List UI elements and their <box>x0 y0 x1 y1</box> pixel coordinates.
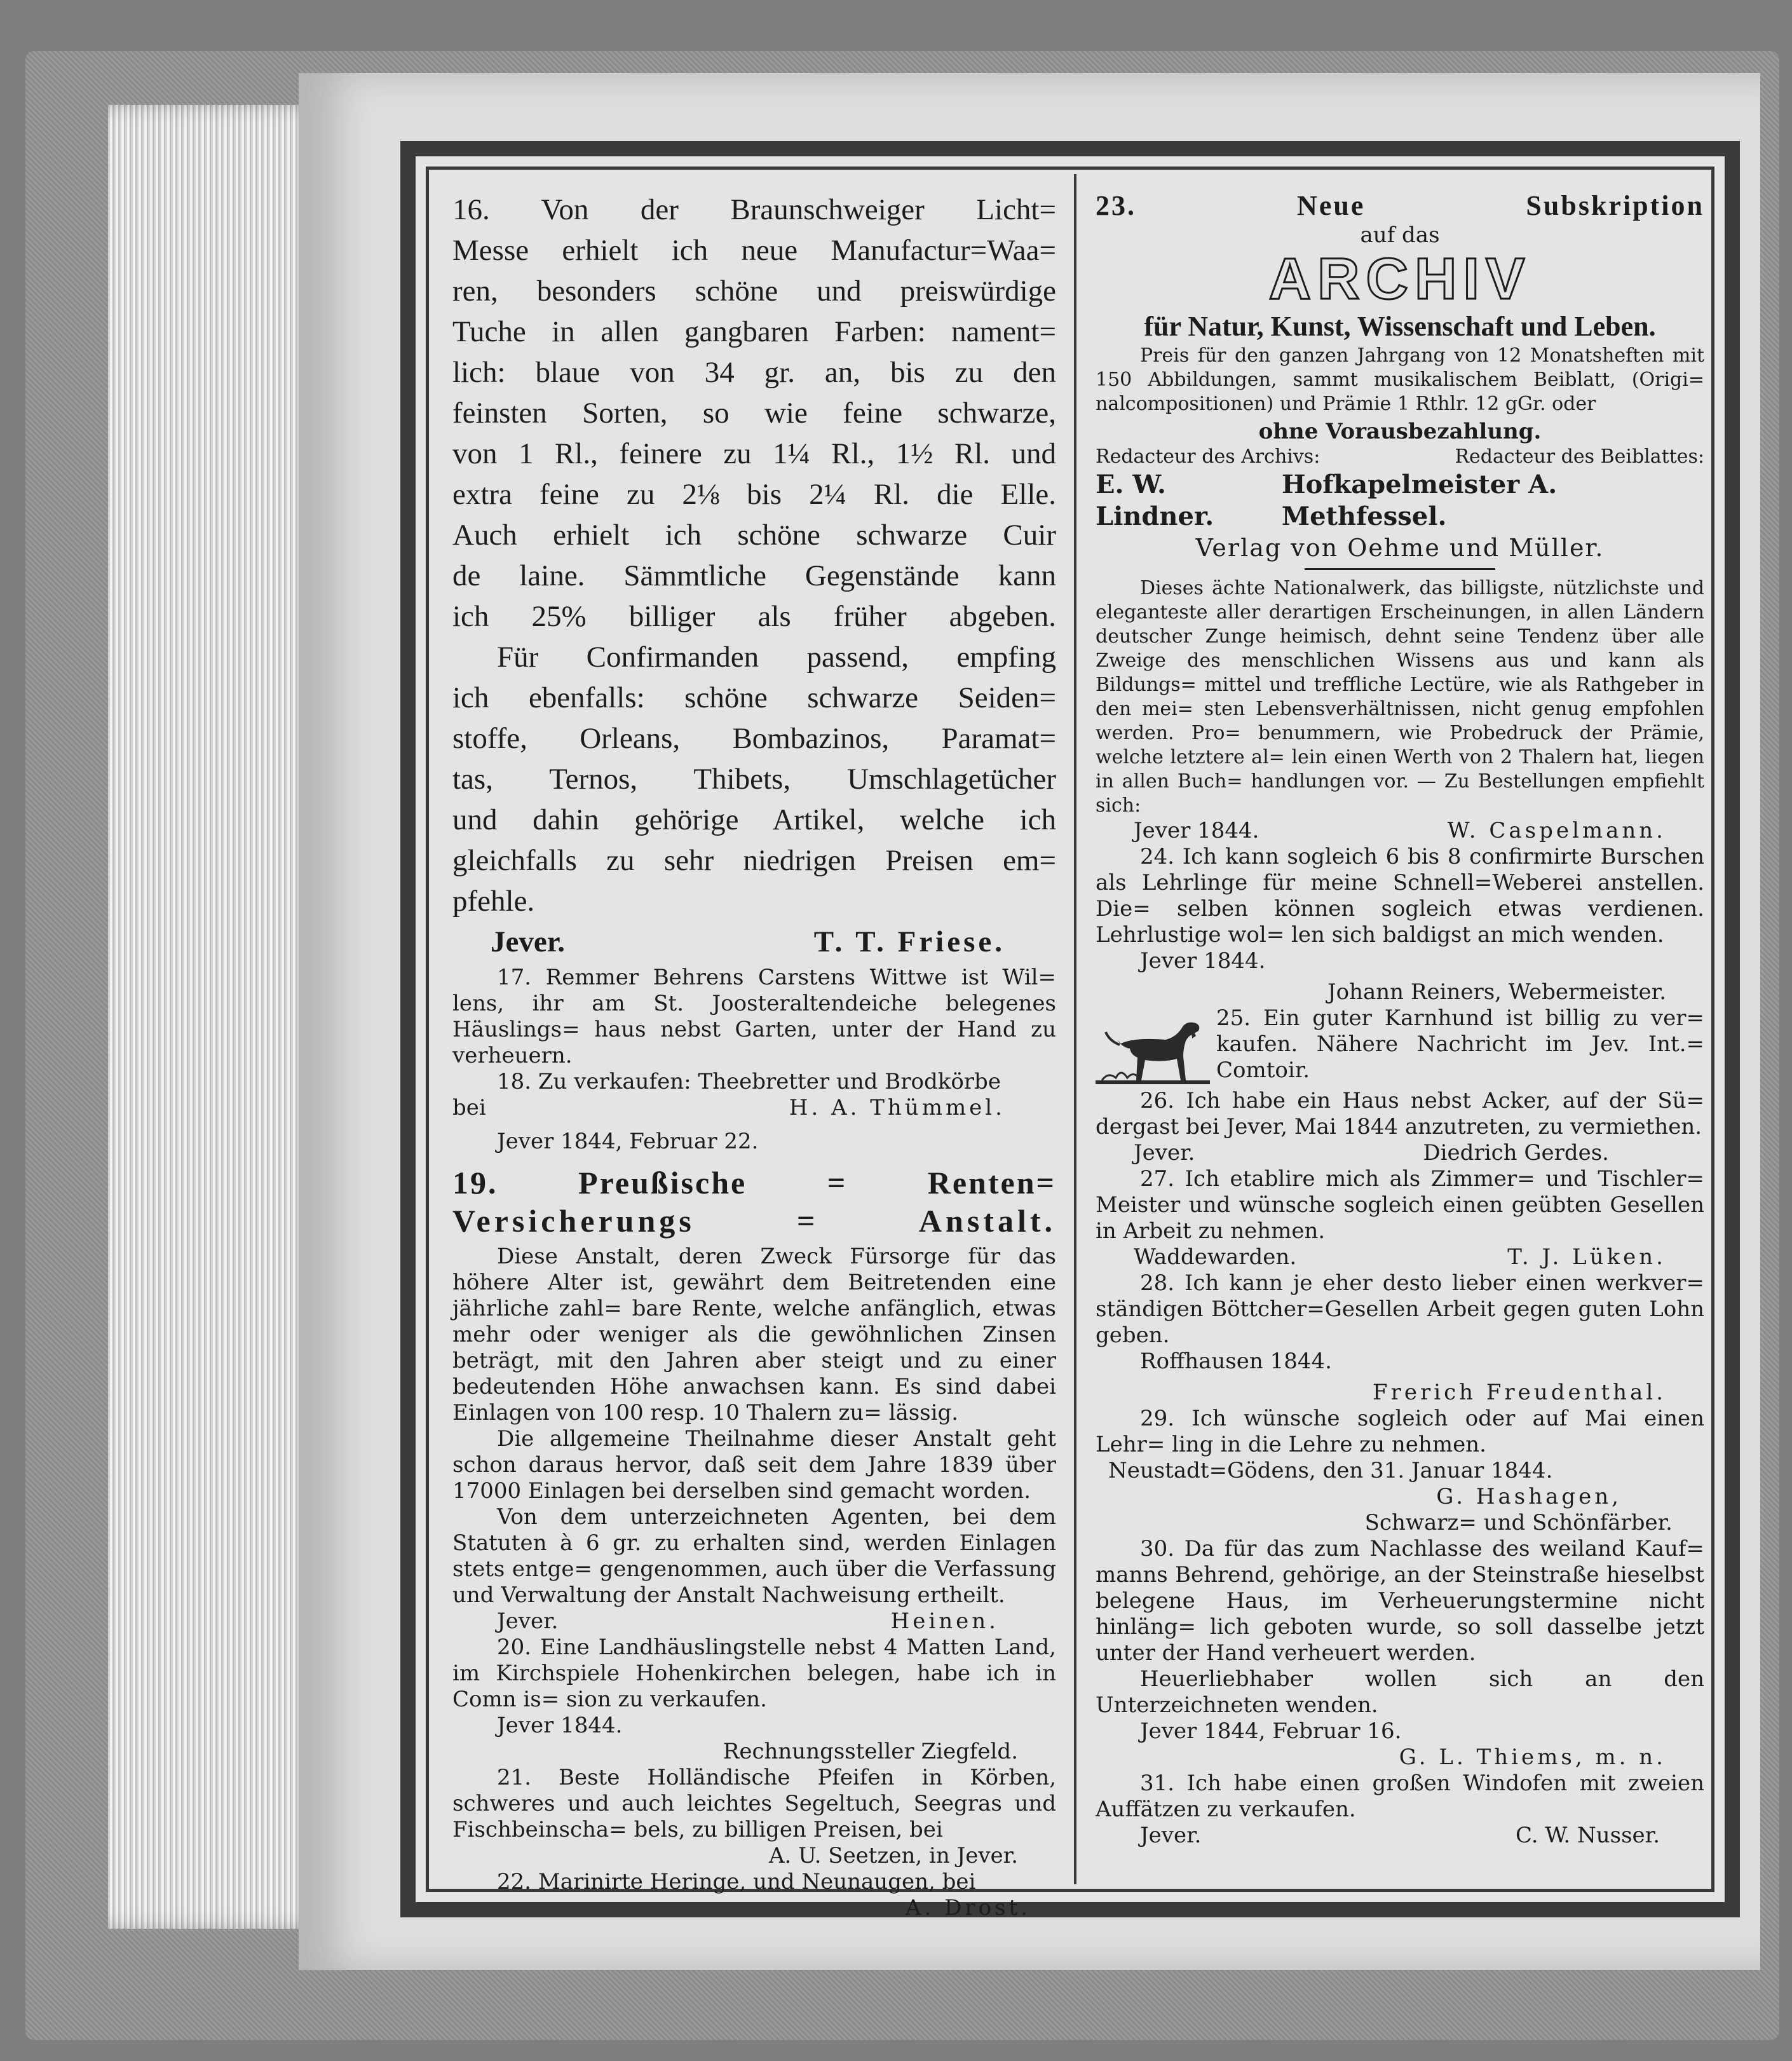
ad-16 <box>452 189 1056 962</box>
ad-26-signature: Diedrich Gerdes. <box>1423 1140 1609 1166</box>
ad-18-text: 18. Zu verkaufen: Theebretter und Brodkörbe <box>497 1069 1001 1094</box>
page-frame <box>400 141 1740 1921</box>
ad-31-signature-row <box>1096 1823 1704 1849</box>
ad-16-line: von 1 Rl., feinere zu 1¼ Rl., 1½ Rl. und <box>452 437 1056 470</box>
ad-16-line: Tuche in allen gangbaren Farben: nament= <box>452 315 1056 348</box>
ad-19-heading-2: Versicherungs = Anstalt. <box>452 1203 1056 1239</box>
ad-16-line: Für Confirmanden passend, empfing <box>497 641 1056 674</box>
ad-31-place: Jever. <box>1140 1823 1202 1848</box>
ad-23-heading <box>1096 189 1704 222</box>
ad-16-line: pfehle. <box>452 885 535 918</box>
ad-31-text: 31. Ich habe einen großen Windofen mit zweien Auffätzen zu verkaufen. <box>1096 1771 1704 1822</box>
ad-31 <box>1096 1771 1704 1849</box>
ad-19-signature: Heinen. <box>890 1609 999 1634</box>
ad-23-archiv-title: ARCHIV <box>1268 247 1531 311</box>
ad-16-line: tas, Ternos, Thibets, Umschlagetücher <box>452 763 1056 796</box>
ad-27-text: 27. Ich etablire mich als Zimmer= und Tischler= Meister und wünsche sogleich einen geübten Gesellen in Arbeit zu nehmen. <box>1096 1166 1704 1244</box>
ad-19-paragraph-3: Von dem unterzeichneten Agenten, bei dem Statuten à 6 gr. zu erhalten sind, werden Einlagen stets entge= gengenommen, auch über die Verfassung und Verwaltung der Anstalt Nachweisung ertheilt. <box>452 1504 1056 1608</box>
ad-30-date: Jever 1844, Februar 16. <box>1140 1718 1402 1744</box>
ad-23-auf-das: auf das <box>1360 222 1440 248</box>
ad-21-signature: A. U. Seetzen, in Jever. <box>768 1843 1018 1868</box>
ad-31-signature: C. W. Nusser. <box>1515 1823 1660 1848</box>
ad-28-date: Roffhausen 1844. <box>1140 1349 1332 1374</box>
ad-16-line: stoffe, Orleans, Bombazinos, Paramat= <box>452 722 1056 755</box>
ad-23-verlag: Verlag von Oehme und Müller. <box>1195 534 1605 562</box>
ad-23-redacteur-row <box>1096 445 1704 469</box>
ad-19-signature-row <box>452 1609 1056 1635</box>
ad-23-redacteur-left: Redacteur des Archivs: <box>1096 446 1320 468</box>
ad-16-line: und dahin gehörige Artikel, welche ich <box>452 803 1056 836</box>
ad-27-place: Waddewarden. <box>1134 1244 1297 1270</box>
ad-25-text: 25. Ein guter Karnhund ist billig zu ver= kaufen. Nähere Nachricht im Jev. Int.= Comtoir. <box>1216 1005 1704 1083</box>
ad-18-signature-row <box>452 1095 1056 1121</box>
ad-16-line: gleichfalls zu sehr niedrigen Preisen em= <box>452 844 1056 877</box>
ad-19-paragraph-2: Die allgemeine Theilnahme dieser Anstalt geht schon daraus hervor, daß seit dem Jahre 1839 über 17000 Einlagen bei derselben sind gemacht worden. <box>452 1426 1056 1504</box>
ad-21 <box>452 1765 1056 1869</box>
ad-29-signature-2: Schwarz= und Schönfärber. <box>1364 1510 1673 1535</box>
ad-26 <box>1096 1088 1704 1166</box>
ad-19-heading-1: 19. Preußische = Renten= <box>452 1165 1056 1201</box>
ad-18-signature: H. A. Thümmel. <box>789 1095 1005 1120</box>
ad-27-signature-row <box>1096 1244 1704 1270</box>
ad-16-line: feinsten Sorten, so wie feine schwarze, <box>452 397 1056 430</box>
ad-18-bei: bei <box>452 1095 486 1120</box>
ad-23-date: Jever 1844. <box>1134 818 1259 843</box>
ad-16-signature-row <box>452 922 1056 962</box>
ad-23-signature-row <box>1096 818 1704 844</box>
ad-17-text: 17. Remmer Behrens Carstens Wittwe ist Wil= lens, ihr am St. Joosteraltendeiche belegenes Häuslings= haus nebst Garten, unter der Hand zu verheuern. <box>452 965 1056 1068</box>
ad-24-text: 24. Ich kann sogleich 6 bis 8 confirmirte Burschen als Lehrlinge für meine Schnell=Weberei anstellen. Die= selben können sogleich etwas verdienen. Lehrlustige wol= len sich baldigst an mich wenden. <box>1096 844 1704 948</box>
ad-16-line: Messe erhielt ich neue Manufactur=Waa= <box>452 234 1056 267</box>
ad-23-names-row <box>1096 469 1704 533</box>
ad-28 <box>1096 1270 1704 1406</box>
ad-16-place: Jever. <box>491 925 566 958</box>
ad-27-signature: T. J. Lüken. <box>1507 1244 1666 1270</box>
ad-16-line: ich 25% billiger als früher abgeben. <box>452 600 1056 633</box>
ad-17 <box>452 965 1056 1069</box>
ad-23 <box>1096 189 1704 844</box>
ad-27 <box>1096 1166 1704 1270</box>
ad-24-date: Jever 1844. <box>1140 948 1266 974</box>
ad-23-name-left: E. W. Lindner. <box>1096 470 1214 531</box>
ad-18 <box>452 1069 1056 1155</box>
ad-24 <box>1096 844 1704 1005</box>
ad-28-text: 28. Ich kann je eher desto lieber einen werkver= ständigen Böttcher=Gesellen Arbeit gegen guten Lohn geben. <box>1096 1270 1704 1348</box>
ad-21-text: 21. Beste Holländische Pfeifen in Körben, schweres und auch leichtes Segeltuch, Seegras und Fischbeinscha= bels, zu billigen Preisen, bei <box>452 1765 1056 1842</box>
ad-29 <box>1096 1406 1704 1536</box>
ad-24-signature: Johann Reiners, Webermeister. <box>1327 979 1666 1005</box>
ad-16-line: Auch erhielt ich schöne schwarze Cuir <box>452 519 1056 552</box>
ad-16-line: ren, besonders schöne und preiswürdige <box>452 275 1056 308</box>
ad-30-text: 30. Da für das zum Nachlasse des weiland Kauf= manns Behrend, gehörige, an der Steinstraße hieselbst belegene Haus, im Verheuerungstermine nicht hinläng= lich geboten wurde, so soll dasselbe jetzt unter der Hand verheuert werden. <box>1096 1536 1704 1666</box>
ad-16-signature: T. T. Friese. <box>813 925 1005 958</box>
ad-23-rule <box>1305 568 1495 570</box>
ad-23-name-right: Hofkapelmeister A. Methfessel. <box>1281 470 1558 531</box>
ad-22-signature: A. Drost. <box>905 1895 1031 1921</box>
ad-23-price: Preis für den ganzen Jahrgang von 12 Monatsheften mit 150 Abbildungen, sammt musikalischem Beiblatt, (Origi= nalcompositionen) und Prämie 1 Rthlr. 12 gGr. oder <box>1096 344 1704 415</box>
hunting-dog-icon <box>1096 1005 1210 1088</box>
ad-16-line: ich ebenfalls: schöne schwarze Seiden= <box>452 681 1056 714</box>
ad-16-line: lich: blaue von 34 gr. an, bis zu den <box>452 356 1056 389</box>
ad-16-line: de laine. Sämmtliche Gegenstände kann <box>452 559 1056 592</box>
ad-23-ohne: ohne Vorausbezahlung. <box>1258 419 1542 444</box>
ad-26-text: 26. Ich habe ein Haus nebst Acker, auf der Sü= dergast bei Jever, Mai 1844 anzutreten, zu vermiethen. <box>1096 1088 1704 1139</box>
ad-22-text: 22. Marinirte Heringe, und Neunaugen, bei <box>497 1869 976 1894</box>
ad-20-text: 20. Eine Landhäuslingstelle nebst 4 Matten Land, im Kirchspiele Hohenkirchen belegen, habe ich in Comn is= sion zu verkaufen. <box>452 1635 1056 1712</box>
ad-29-signature: G. Hashagen, <box>1436 1484 1622 1509</box>
ad-28-signature: Frerich Freudenthal. <box>1373 1380 1666 1405</box>
right-column <box>1096 189 1704 1849</box>
ad-20 <box>452 1635 1056 1765</box>
ad-26-signature-row <box>1096 1140 1704 1166</box>
ad-19-place: Jever. <box>497 1609 559 1634</box>
ad-18-date: Jever 1844, Februar 22. <box>497 1129 759 1154</box>
ad-23-subtitle: für Natur, Kunst, Wissenschaft und Leben. <box>1144 311 1656 342</box>
ad-23-redacteur-right: Redacteur des Beiblattes: <box>1455 446 1704 468</box>
left-column <box>452 189 1056 1921</box>
ad-23-heading-text: 23. Neue Subskription <box>1096 190 1704 221</box>
ad-29-date: Neustadt=Gödens, den 31. Januar 1844. <box>1108 1458 1553 1483</box>
ad-30-text-2: Heuerliebhaber wollen sich an den Unterzeichneten wenden. <box>1096 1666 1704 1718</box>
ad-16-line: extra feine zu 2⅛ bis 2¼ Rl. die Elle. <box>452 478 1056 511</box>
ad-19 <box>452 1164 1056 1635</box>
ad-23-signature: W. Caspelmann. <box>1447 818 1666 843</box>
ad-25 <box>1096 1005 1704 1088</box>
ad-20-signature: Rechnungssteller Ziegfeld. <box>723 1739 1018 1764</box>
ad-19-paragraph-1: Diese Anstalt, deren Zweck Fürsorge für das höhere Alter ist, gewährt dem Beitretenden eine jährliche zahl= bare Rente, welche anfänglich, etwas mehr oder weniger als die gewöhnlichen Zinsen beträgt, mit den Jahren aber steigt und zu einer bedeutenden Höhe anwachsen kann. Es sind dabei Einlagen von 100 resp. 10 Thalern zu= lässig. <box>452 1244 1056 1425</box>
ad-16-line: 16. Von der Braunschweiger Licht= <box>452 193 1056 226</box>
ad-30-signature: G. L. Thiems, m. n. <box>1399 1745 1666 1770</box>
ad-23-body: Dieses ächte Nationalwerk, das billigste, nützlichste und eleganteste aller derartigen Erscheinungen, in allen Ländern deutscher Zunge heimisch, dehnt seine Tendenz über alle Zweige des menschlichen Wissens aus und kann als Bildungs= mittel und treffliche Lectüre, wie als Rathgeber in den mei= sten Lebensverhältnissen, nicht genug empfohlen werden. Pro= benummern, wie Probedruck der Prämie, welche letztere al= lein einen Werth von 2 Thalern hat, liegen in allen Buch= handlungen vor. — Zu Bestellungen empfiehlt sich: <box>1096 577 1704 817</box>
column-divider <box>1074 174 1076 1884</box>
ad-22 <box>452 1869 1056 1921</box>
ad-30 <box>1096 1536 1704 1771</box>
ad-26-place: Jever. <box>1134 1140 1195 1166</box>
ad-20-date: Jever 1844. <box>497 1713 623 1738</box>
ad-29-text: 29. Ich wünsche sogleich oder auf Mai einen Lehr= ling in die Lehre zu nehmen. <box>1096 1406 1704 1457</box>
